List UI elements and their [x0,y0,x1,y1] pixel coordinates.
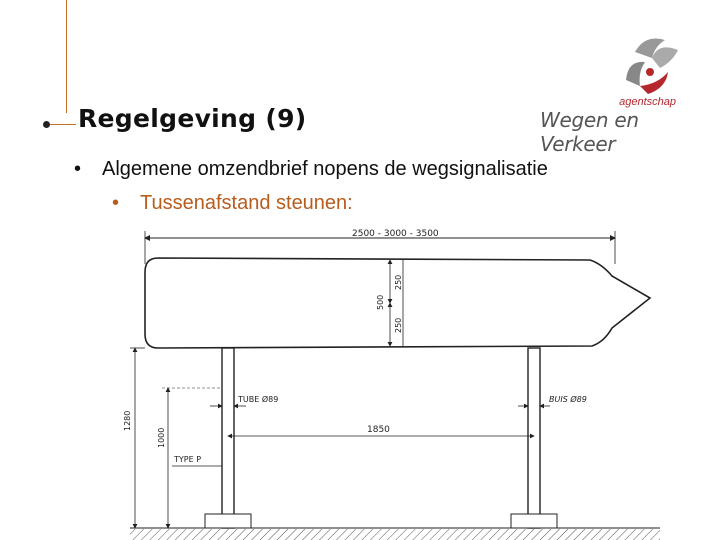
agency-logo [540,32,690,156]
type-label: TYPE P [174,455,202,464]
left-post [222,348,234,528]
post-height-label: 1000 [157,427,166,448]
bullet-item-2 [112,192,353,215]
bullet-item-1 [74,158,548,181]
bullet-text-1: Algemene omzendbrief nopens de wegsignalisatie [102,158,548,180]
width-range-label: 2500 - 3000 - 3500 [352,229,439,239]
bullet-glyph: • [112,192,120,214]
accent-horizontal-line [46,124,76,125]
logo-big-text: Wegen en Verkeer [540,108,639,156]
tube-left-label: TUBE Ø89 [238,395,279,404]
accent-vertical-line [66,0,67,113]
height-top-label: 250 [394,274,403,290]
right-post [528,348,540,528]
logo-small-text: agentschap [619,96,676,108]
total-height-label: 1280 [123,410,132,431]
ground-hatch [130,529,660,540]
left-footing [205,514,251,528]
height-total-label: 500 [376,294,385,310]
sign-support-drawing [100,216,690,540]
slide-title: Regelgeving (9) [78,104,307,133]
bullet-glyph: • [74,158,82,180]
tube-right-label: BUIS Ø89 [549,395,587,404]
right-footing [511,514,557,528]
logo-mark-icon [540,32,690,102]
height-bottom-label: 250 [394,317,403,333]
bullet-text-2: Tussenafstand steunen: [140,192,353,214]
title-dot [43,121,50,128]
sign-panel [145,258,650,348]
spacing-label: 1850 [367,425,390,435]
